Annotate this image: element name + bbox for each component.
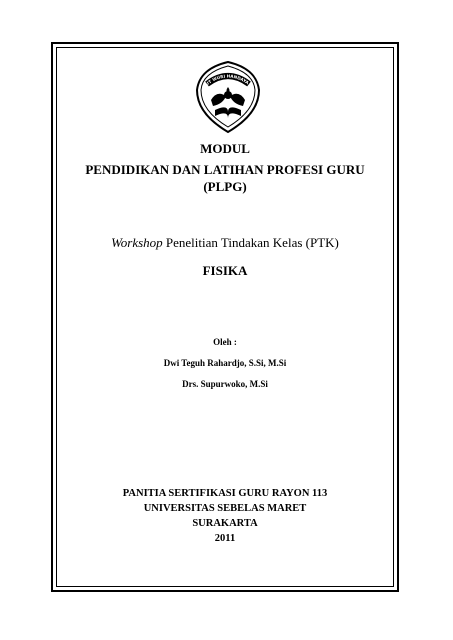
workshop-title xyxy=(56,235,394,251)
publication-year: 2011 xyxy=(214,533,236,544)
workshop-italic: Workshop xyxy=(111,235,163,250)
workshop-topic: Penelitian Tindakan Kelas (PTK) xyxy=(162,235,339,250)
tut-wuri-handayani-logo-icon xyxy=(193,60,263,134)
author-1: Dwi Teguh Rahardjo, S.Si, M.Si xyxy=(163,358,287,368)
subject-title: FISIKA xyxy=(202,263,248,278)
author-2: Drs. Supurwoko, M.Si xyxy=(182,379,268,389)
author-label: Oleh : xyxy=(213,337,237,347)
module-title: MODUL xyxy=(200,141,250,156)
city-name: SURAKARTA xyxy=(192,518,258,529)
university-name: UNIVERSITAS SEBELAS MARET xyxy=(143,503,307,514)
emblem-graphic xyxy=(193,60,263,134)
program-abbreviation: (PLPG) xyxy=(203,179,247,194)
logo-motto-text: UT WURI HANDAYA xyxy=(204,73,250,87)
committee-name: PANITIA SERTIFIKASI GURU RAYON 113 xyxy=(122,488,328,499)
module-subtitle xyxy=(56,161,394,195)
program-title: PENDIDIKAN DAN LATIHAN PROFESI GURU xyxy=(85,162,365,177)
